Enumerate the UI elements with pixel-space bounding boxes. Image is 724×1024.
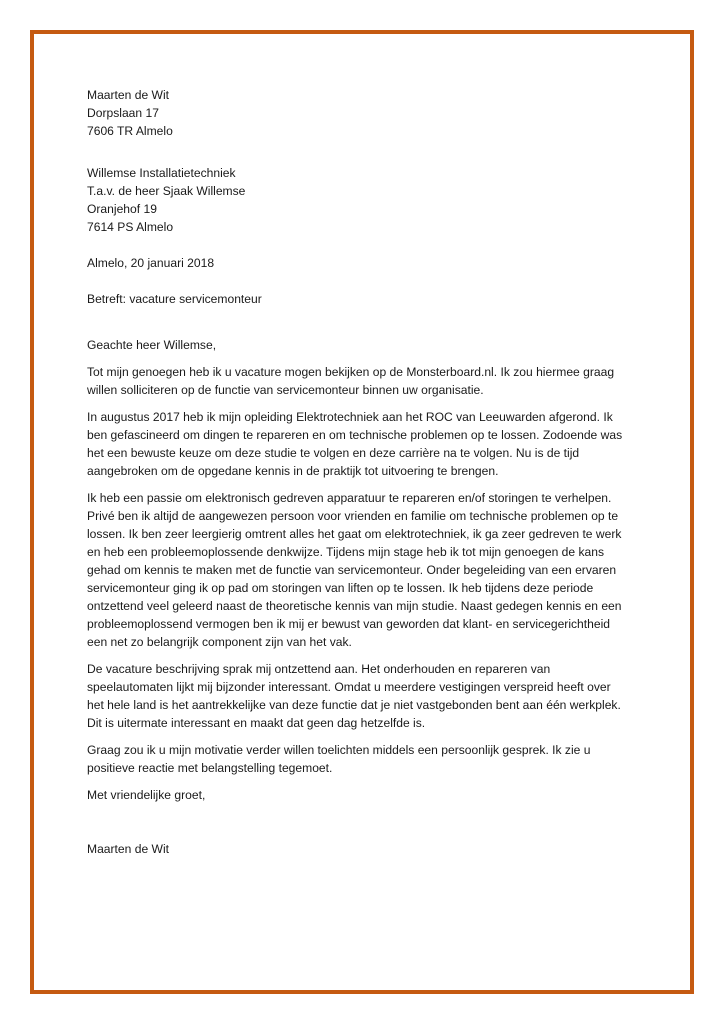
salutation: Geachte heer Willemse, [87, 338, 217, 352]
recipient-company: Willemse Installatietechniek [87, 166, 236, 180]
letter-date: Almelo, 20 januari 2018 [87, 256, 215, 270]
paragraph-5 [87, 741, 647, 777]
recipient-address [87, 164, 647, 236]
paragraph-line: een net zo belangrijk component zijn van het vak. [87, 635, 352, 649]
paragraph-line: ontzettend veel geleerd naast de theoretische kennis van mijn studie. Naast gedegen kennis en een [87, 599, 622, 613]
closing: Met vriendelijke groet, [87, 788, 206, 802]
paragraph-2 [87, 408, 647, 480]
sender-city: 7606 TR Almelo [87, 124, 173, 138]
paragraph-line: De vacature beschrijving sprak mij ontzettend aan. Het onderhouden en repareren van [87, 662, 551, 676]
paragraph-line: positieve reactie met belangstelling tegemoet. [87, 761, 333, 775]
paragraph-line: probleemoplossend vermogen ben ik mij er bewust van geworden dat klant- en servicegerichtheid [87, 617, 611, 631]
paragraph-line: Privé ben ik altijd de aangewezen persoon voor vrienden en familie om technische problemen op te [87, 509, 619, 523]
paragraph-4 [87, 660, 647, 732]
recipient-street: Oranjehof 19 [87, 202, 157, 216]
recipient-attention: T.a.v. de heer Sjaak Willemse [87, 184, 246, 198]
letter-body [87, 86, 647, 858]
paragraph-1 [87, 363, 647, 399]
paragraph-line: Ik heb een passie om elektronisch gedreven apparatuur te repareren en/of storingen te verhelpen. [87, 491, 612, 505]
paragraph-line: ben gefascineerd om dingen te repareren en om technische problemen op te lossen. Zodoende was [87, 428, 623, 442]
paragraph-line: In augustus 2017 heb ik mijn opleiding Elektrotechniek aan het ROC van Leeuwarden afgerond. Ik [87, 410, 613, 424]
paragraph-line: gehad om kennis te maken met de functie van servicemonteur. Onder begeleiding van een ervaren [87, 563, 617, 577]
paragraph-line: servicemonteur ging ik op pad om storingen van liften op te lossen. Ik heb tijdens deze periode [87, 581, 594, 595]
sender-street: Dorpslaan 17 [87, 106, 159, 120]
paragraph-line: willen solliciteren op de functie van servicemonteur binnen uw organisatie. [87, 383, 484, 397]
paragraph-line: Tot mijn genoegen heb ik u vacature mogen bekijken op de Monsterboard.nl. Ik zou hiermee graag [87, 365, 615, 379]
paragraph-line: en heb een probleemoplossende denkwijze. Tijdens mijn stage heb ik tot mijn genoegen de kans [87, 545, 605, 559]
letter-subject: Betreft: vacature servicemonteur [87, 292, 262, 306]
recipient-city: 7614 PS Almelo [87, 220, 174, 234]
paragraph-line: lossen. Ik ben zeer leergierig omtrent alles het gaat om elektrotechniek, ik ga zeer gedreven te werk [87, 527, 622, 541]
paragraph-line: het een bewuste keuze om deze studie te volgen en deze carrière na te volgen. Nu is de tijd [87, 446, 580, 460]
signature: Maarten de Wit [87, 842, 169, 856]
paragraph-line: speelautomaten lijkt mij bijzonder interessant. Omdat u meerdere vestigingen verspreid heeft over [87, 680, 611, 694]
paragraph-line: Dit is uitermate interessant en maakt dat geen dag hetzelfde is. [87, 716, 426, 730]
sender-address [87, 86, 647, 140]
paragraph-line: aangebroken om de opgedane kennis in de praktijk tot uitvoering te brengen. [87, 464, 499, 478]
paragraph-line: het hele land is het aantrekkelijke van deze functie dat je niet vastgebonden bent aan één werkplek. [87, 698, 621, 712]
sender-name: Maarten de Wit [87, 88, 169, 102]
paragraph-line: Graag zou ik u mijn motivatie verder willen toelichten middels een persoonlijk gesprek. Ik zie u [87, 743, 591, 757]
paragraph-3 [87, 489, 647, 651]
